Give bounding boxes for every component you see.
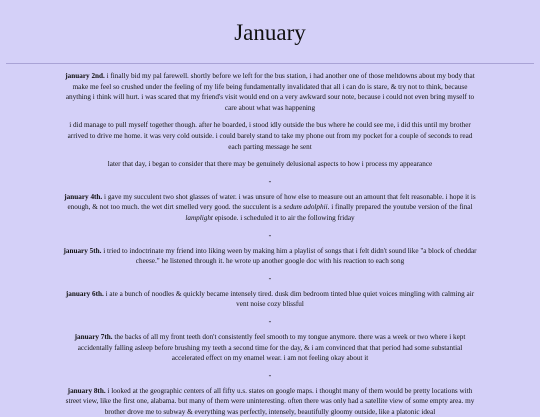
show-title: lamplight (185, 213, 213, 222)
entry-date: january 5th. (63, 246, 102, 255)
entry-january-6 (0, 289, 540, 310)
entry-paragraph (0, 71, 540, 113)
entry-text: i looked at the geographic centers of all fifty u.s. states on google maps. i thought many of them would be pretty locations with street view, like the first one, alabama. but many of them were uninteresting. often there was only had a satellite view of some empty area. my brother drove me to subway & everything was perfectly, intensely, beautifully gloomy outside, like a platonic ideal (65, 386, 475, 416)
entry-january-8 (0, 386, 540, 417)
entry-date: january 6th. (65, 289, 104, 298)
entry-text: i ate a bunch of noodles & quickly became intensely tired. dusk dim bedroom tinted blue quiet voices mingling with calming air vent noise cozy blissful (103, 289, 475, 309)
entry-date: january 2nd. (65, 72, 105, 80)
entry-text: the backs of all my front teeth don't consistently feel smooth to my tongue anymore. there was a week or two where i kept accidentally falling asleep before brushing my teeth a second time for the day, & i am convinced that that period had some substantial accelerated effect on my enamel wear. i am not feeling okay about it (77, 332, 466, 363)
entry-january-4 (0, 192, 540, 224)
entry-date: january 7th. (74, 332, 113, 341)
entry-text: . i finally prepared the youtube version of the final (327, 203, 473, 212)
entry-january-5 (0, 246, 540, 267)
page-title: January (234, 20, 306, 45)
entry-separator: - (268, 176, 272, 186)
entry-text: episode. i scheduled it to air the following friday (212, 213, 355, 222)
entry-separator: - (268, 370, 272, 380)
entry-paragraph (0, 246, 540, 267)
entry-paragraph (0, 386, 540, 417)
entry-paragraph: i did manage to pull myself together though. after he boarded, i stood idly outside the bus where he could see me, i did this until my brother arrived to drive me home. it was very cold outside. i could barely stand to take my phone out from my pocket for a couple of seconds to read each parting message he sent (67, 121, 473, 151)
entry-date: january 4th. (64, 192, 103, 201)
plant-name: sedum adolphii (283, 203, 328, 212)
entry-paragraph (0, 289, 540, 310)
journal-entries (0, 71, 540, 417)
entry-text: i tried to indoctrinate my friend into liking ween by making him a playlist of songs that i felt didn't sound like "a block of cheddar cheese." he listened through it. he wrote up another google doc with his reaction to each song (101, 246, 477, 266)
entry-paragraph (0, 192, 540, 224)
entry-text: i gave my succulent two shot glasses of water. i was unsure of how else to measure out an amount that felt reasonable. i hope it is enough, & not too much. the wet dirt smelled very good. the succulent is a (67, 192, 476, 212)
entry-separator: - (268, 273, 272, 283)
entry-text: i finally bid my pal farewell. shortly before we left for the bus station, i had another one of those meltdowns about my body that make me feel so crushed under the feeling of my life being fundamentally invalidated that all i can do is stare, & try not to think, because anything i think will hurt. i was scared that my friend's visit would end on a very awkward sour note, because i could not even bring myself to care about what was happening (65, 72, 475, 112)
entry-paragraph (0, 332, 540, 364)
entry-january-7 (0, 332, 540, 364)
entry-january-2 (0, 71, 540, 170)
entry-date: january 8th. (67, 386, 106, 395)
entry-paragraph: later that day, i began to consider that there may be genuinely delusional aspects to how i process my appearance (107, 160, 433, 169)
entry-separator: - (268, 316, 272, 326)
title-divider (6, 63, 534, 64)
entry-separator: - (268, 230, 272, 240)
